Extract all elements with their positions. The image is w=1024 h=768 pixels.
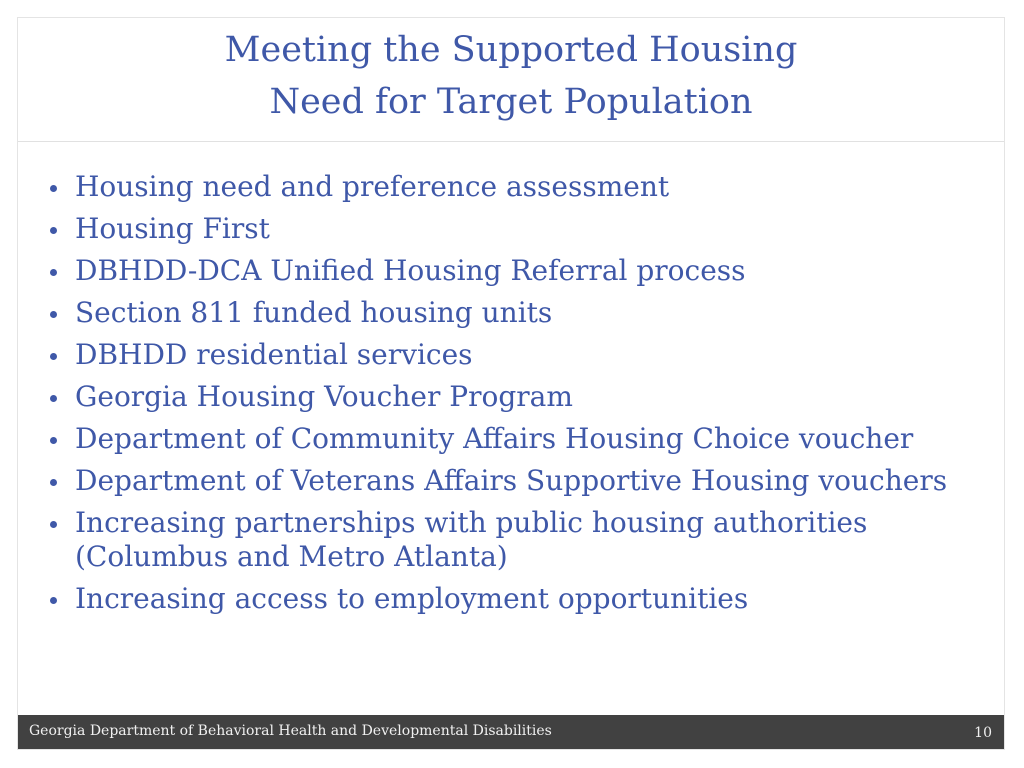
bullet-item: Increasing access to employment opportunities bbox=[48, 582, 998, 616]
bullet-item: Georgia Housing Voucher Program bbox=[48, 380, 998, 414]
slide-title bbox=[18, 24, 1004, 128]
slide-frame bbox=[17, 17, 1005, 750]
footer-organization: Georgia Department of Behavioral Health and Developmental Disabilities bbox=[29, 723, 552, 739]
title-line-1: Meeting the Supported Housing bbox=[224, 30, 798, 70]
bullet-item: DBHDD residential services bbox=[48, 338, 998, 372]
bullet-item: Department of Community Affairs Housing Choice voucher bbox=[48, 422, 998, 456]
bullet-item: Housing First bbox=[48, 212, 998, 246]
bullet-item: Housing need and preference assessment bbox=[48, 170, 998, 204]
page-number: 10 bbox=[974, 725, 992, 741]
bullet-item: DBHDD-DCA Unified Housing Referral process bbox=[48, 254, 998, 288]
bullet-list bbox=[48, 170, 998, 624]
title-area bbox=[18, 18, 1004, 142]
bullet-item: Department of Veterans Affairs Supportive Housing vouchers bbox=[48, 464, 998, 498]
footer-bar bbox=[18, 715, 1004, 749]
bullet-item: Increasing partnerships with public housing authorities (Columbus and Metro Atlanta) bbox=[48, 506, 998, 574]
title-line-2: Need for Target Population bbox=[269, 82, 753, 122]
bullet-item: Section 811 funded housing units bbox=[48, 296, 998, 330]
